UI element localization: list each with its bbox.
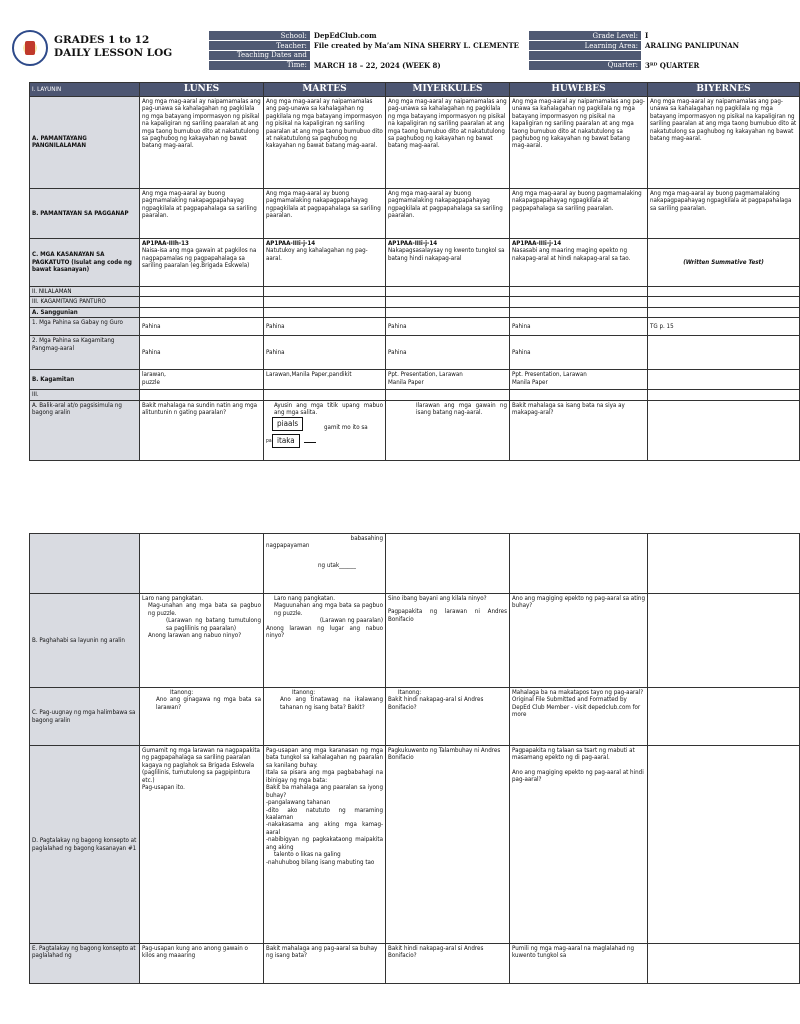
cell-a-miyerkules: Ang mga mag-aaral ay naipamamalas ang pag-unawa sa kahalagahan ng pagkilala ng mga batayang impormasyon ng pisikal na kapaligiran ng sariling paaralan at ang mga taong bumubuo dito at nakatutulong sa paghubog ng kakayahan ng bawat batang mag-aaral. [386, 96, 510, 188]
cell-b-miyerkules: Ang mga mag-aaral ay buong pagmamalaking nakapagpapahayag ngpagkilala at pagpapahalaga sa sariling paaralan. [386, 188, 510, 238]
code-miyerkules: AP1PAA-IIIi-j-14 [388, 239, 438, 247]
e-martes: Bakit mahalaga ang pag-aaral sa buhay ng isang bata? [264, 944, 386, 984]
scrambled-word-2: itaka [272, 434, 300, 448]
text-huwebes: Nasasabi ang maaring maging epekto ng nakapag-aral at hindi nakapag-aral sa tao. [512, 247, 631, 262]
p-line: Itanong: [292, 689, 316, 696]
d-martes [264, 746, 386, 944]
p-line: -nahuhubog bilang isang mabuting tao [266, 858, 375, 866]
deped-seal-icon [12, 30, 48, 66]
p-line: Ano ang magiging epekto ng pag-aaral sa ating buhay? [512, 595, 645, 610]
label-kagamitang-pangmag-aaral: 2. Mga Pahina sa Kagamitang Pangmag-aaral [30, 336, 140, 370]
p-line: Anong larawan ng lugar ang nabuo ninyo? [266, 624, 383, 640]
teacher-label: Teacher: [209, 41, 311, 51]
grade-label: Grade Level: [529, 31, 642, 41]
label-nilalaman: II. NILALAMAN [30, 286, 140, 296]
day-header-miyerkules: MIYERKULES [386, 83, 510, 97]
page-header [12, 30, 768, 72]
p-line: talento o likas na galing [274, 851, 341, 859]
day-header-biyernes: BIYERNES [648, 83, 800, 97]
clue-text-3: nagpapayaman [266, 542, 310, 550]
p-line: Pagpapakita ng larawan ni Andres Bonifacio [388, 608, 507, 623]
cell-c-huwebes [510, 238, 648, 286]
cell-b-huwebes: Ang mga mag-aaral ay buong pagmamalaking nakapagpapahayag ngpagkilala at pagpapahalaga sa sariling paaralan. [510, 188, 648, 238]
balik-martes-text: Ayusin ang mga titik upang mabuo ang mga salita. [274, 401, 383, 416]
p-line: Mag-unahan ang mga bata sa pagbuo ng puzzle. [148, 602, 261, 617]
cell-a-martes: Ang mga mag-aaral ay naipamamalas ang pag-unawa sa kahalagahan ng pagkilala ng mga batayang impormasyon ng pisikal na kapaligiran ng sariling paaralan at ang mga taong bumubuo dito at nakatutulong sa paghubog ng kakayahan ng bawat batang mag-aaral. [264, 96, 386, 188]
e-huwebes: Pumili ng mga mag-aaral na maglalahad ng kuwento tungkol sa [510, 944, 648, 984]
p-line: Itala sa pisara ang mga pagbabahagi na ibinigay ng mga bata: [266, 769, 383, 784]
p-line: -pangalawang tahanan [266, 799, 331, 807]
p-line: Gumamit ng mga larawan na nagpapakita ng pagpapahalaga sa sariling paaralan kagaya ng paglahok sa Brigada Eskwela (paglilinis, tumutulong sa pagpipintura etc.) [142, 747, 260, 784]
pahina-guro-huwebes: Pahina [510, 318, 648, 336]
p-line: Anong larawan ang nabuo ninyo? [148, 632, 242, 640]
header-meta-left [208, 30, 523, 71]
pagugnay-huwebes [510, 688, 648, 746]
label-gabay-ng-guro: 1. Mga Pahina sa Gabay ng Guro [30, 318, 140, 336]
balik-martes-cont [264, 534, 386, 594]
p-line: Itanong: [398, 689, 422, 696]
label-iii: III. [30, 390, 140, 400]
pahina-ma-martes: Pahina [264, 336, 386, 370]
school-label: School: [209, 31, 311, 41]
p-line: Original File Submitted and Formatted by DepEd Club Member - visit depedclub.com for more [512, 696, 641, 719]
lesson-log-table-1 [29, 82, 800, 461]
cell-c-biyernes: (Written Summative Test) [648, 238, 800, 286]
cell-a-lunes: Ang mga mag-aaral ay naipamamalas ang pag-unawa sa kahalagahan ng pagkilala ng mga batayang impormasyon ng pisikal na kapaligiran ng sariling paaralan at ang mga taong bumubuo dito at nakatutulong sa paghubog ng kakayahan ng bawat batang mag-aaral. [140, 96, 264, 188]
paghahabi-miyerkules [386, 594, 510, 688]
paghahabi-huwebes [510, 594, 648, 688]
label-pagtalakay-2: E. Pagtalakay ng bagong konsepto at paglalahad ng [30, 944, 140, 984]
area-label: Learning Area: [529, 41, 642, 51]
code-huwebes: AP1PAA-IIIi-j-14 [512, 239, 562, 247]
cell-b-lunes: Ang mga mag-aaral ay buong pagmamalaking nakapagpapahayag ngpagkilala at pagpapahalaga sa sariling paaralan. [140, 188, 264, 238]
code-lunes: AP1PAA-IIIh-13 [142, 239, 189, 247]
p-line: (Larawan ng batang tumutulong sa paglilinis ng paaralan) [166, 617, 261, 632]
cell-c-martes [264, 238, 386, 286]
p-line: Itanong: [170, 689, 194, 696]
label-kagamitang-panturo: III. KAGAMITANG PANTURO [30, 297, 140, 307]
cell-c-miyerkules [386, 238, 510, 286]
quarter-value: 3ᴿᴰ QUARTER [642, 60, 768, 70]
p-line: Laro nang pangkatan. [142, 595, 204, 602]
label-kasanayan: C. MGA KASANAYAN SA PAGKATUTO (Isulat ang code ng bawat kasanayan) [30, 238, 140, 286]
balik-lunes: Bakit mahalaga na sundin natin ang mga alituntunin n gating paaralan? [140, 400, 264, 460]
label-pamantayan-sa-pagganap: B. PAMANTAYAN SA PAGGANAP [30, 188, 140, 238]
day-header-martes: MARTES [264, 83, 386, 97]
label-balik-aral: A. Balik-aral at/o pagsisimula ng bagong aralin [30, 400, 140, 460]
code-martes: AP1PAA-IIIi-j-14 [266, 239, 316, 247]
dates-label-2: Time: [209, 60, 311, 70]
section-layunin: I. LAYUNIN [30, 83, 140, 97]
clue-text-4: ng utak______ [318, 561, 356, 569]
day-header-huwebes: HUWEBES [510, 83, 648, 97]
p-line: Pag-usapan ang mga karanasan ng mga bata tungkol sa kahalagahan ng paaralan sa kanilang buhay. [266, 747, 383, 769]
pahina-guro-miyerkules: Pahina [386, 318, 510, 336]
clue-pa: pa [266, 438, 272, 445]
pahina-ma-lunes: Pahina [140, 336, 264, 370]
balik-miyerkules: Ilarawan ang mga gawain ng isang batang nag-aaral. [386, 400, 510, 460]
kagamitan-huwebes: Ppt. Presentation, Larawan Manila Paper [510, 370, 648, 390]
kagamitan-martes: Larawan,Manila Paper,pandikit [264, 370, 386, 390]
teacher-value: File created by Ma’am NINA SHERRY L. CLEMENTE [310, 41, 522, 51]
p-line: -nabibigyan ng pagkakataong maipakita ang aking [266, 836, 383, 851]
label-kagamitan: B. Kagamitan [30, 370, 140, 390]
p-line: Bakit ba mahalaga ang paaralan sa iyong buhay? [266, 784, 383, 799]
kagamitan-lunes: larawan, puzzle [140, 370, 264, 390]
p-line: Maguunahan ang mga bata sa pagbuo ng puzzle. [274, 602, 383, 617]
text-miyerkules: Nakapagsasalaysay ng kwento tungkol sa batang hindi nakapag-aral [388, 247, 505, 262]
header-meta-right [528, 30, 768, 71]
pagugnay-martes [264, 688, 386, 746]
cell-c-lunes [140, 238, 264, 286]
pahina-ma-miyerkules: Pahina [386, 336, 510, 370]
p-line: -nakakasama ang aking mga kamag-aaral [266, 821, 383, 836]
p-line: -dito ako natututo ng maraming kaalaman [266, 806, 383, 821]
pahina-guro-martes: Pahina [264, 318, 386, 336]
label-pagtalakay-1: D. Pagtalakay ng bagong konsepto at paglalahad ng bagong kasanayan #1 [30, 746, 140, 944]
header-title-2: DAILY LESSON LOG [54, 47, 173, 59]
clue-text-2: babasahing [350, 535, 383, 542]
p-line: Pagpapakita ng talaan sa tsart ng mabuti at masamang epekto ng di pag-aaral. [512, 747, 635, 762]
p-line: Ano ang magiging epekto ng pag-aaral at hindi pag-aaral? [512, 768, 644, 784]
clue-text-1: gamit mo ito sa [324, 424, 368, 432]
paghahabi-lunes [140, 594, 264, 688]
text-martes: Natutukoy ang kahalagahan ng pag-aaral. [266, 247, 368, 262]
paghahabi-martes [264, 594, 386, 688]
pagugnay-miyerkules [386, 688, 510, 746]
p-line: Bakit hindi nakapag-aral si Andres Bonifacio? [388, 696, 484, 711]
label-paghahabi: B. Paghahabi sa layunin ng aralin [30, 594, 140, 688]
p-line: (Larawan ng paaralan) [319, 617, 383, 625]
p-line: Pagkukuwento ng Talambuhay ni Andres Bonifacio [388, 747, 501, 762]
d-miyerkules [386, 746, 510, 944]
pahina-guro-lunes: Pahina [140, 318, 264, 336]
pagugnay-lunes [140, 688, 264, 746]
cell-a-biyernes: Ang mga mag-aaral ay naipamamalas ang pag-unawa sa kahalagahan ng pagkilala ng mga batayang impormasyon ng pisikal na kapaligiran ng sariling paaralan at ang mga taong bumubuo dito at nakatutulong sa paghubog ng kakayahan ng bawat batang mag-aaral. [648, 96, 800, 188]
pahina-ma-huwebes: Pahina [510, 336, 648, 370]
d-huwebes [510, 746, 648, 944]
dates-value: MARCH 18 – 22, 2024 (WEEK 8) [310, 60, 522, 70]
p-line: Laro nang pangkatan. [274, 595, 336, 602]
e-miyerkules: Bakit hindi nakapag-aral si Andres Bonifacio? [386, 944, 510, 984]
label-pag-uugnay: C. Pag-uugnay ng mga halimbawa sa bagong aralin [30, 688, 140, 746]
balik-huwebes: Bakit mahalaga sa isang bata na siya ay makapag-aral? [510, 400, 648, 460]
p-line: Mahalaga ba na makatapos tayo ng pag-aaral? [512, 689, 644, 696]
grade-value: I [642, 31, 768, 41]
area-value: ARALING PANLIPUNAN [642, 41, 768, 51]
dates-label-1: Teaching Dates and [209, 51, 311, 61]
label-pamantayang-pangnilalaman: A. PAMANTAYANG PANGNILALAMAN [30, 96, 140, 188]
header-title-1: GRADES 1 to 12 [54, 34, 150, 46]
p-line: Sino ibang bayani ang kilala ninyo? [388, 595, 487, 602]
cell-b-martes: Ang mga mag-aaral ay buong pagmamalaking nakapagpapahayag ngpagkilala at pagpapahalaga sa sariling paaralan. [264, 188, 386, 238]
scrambled-word-1: piaals [272, 417, 303, 431]
cell-a-huwebes: Ang mga mag-aaral ay naipamamalas ang pag-unawa sa kahalagahan ng pagkilala ng mga batayang impormasyon ng pisikal na kapaligiran ng sariling paaralan at ang mga taong bumubuo dito at nakatutulong sa paghubog ng kakayahan ng bawat batang mag-aaral. [510, 96, 648, 188]
p-line: Ano ang tinatawag na ikalawang tahanan ng isang bata? Bakit? [280, 696, 383, 711]
cell-b-biyernes: Ang mga mag-aaral ay buong pagmamalaking nakapagpapahayag ngpagkilala at pagpapahalaga sa sariling paaralan. [648, 188, 800, 238]
tg-page: TG p. 15 [648, 318, 800, 336]
school-value: DepEdClub.com [310, 31, 522, 41]
day-header-lunes: LUNES [140, 83, 264, 97]
text-lunes: Naisa-isa ang mga gawain at pagkilos na nagpapamalas ng pagpapahalaga sa sariling paaralan (eg.Brigada Eskwela) [142, 247, 257, 270]
kagamitan-miyerkules: Ppt. Presentation, Larawan Manila Paper [386, 370, 510, 390]
label-sanggunian: A. Sanggunian [30, 307, 140, 317]
quarter-label: Quarter: [529, 60, 642, 70]
d-lunes [140, 746, 264, 944]
e-lunes: Pag-usapan kung ano anong gawain o kilos ang maaaring [140, 944, 264, 984]
p-line: Ano ang ginagawa ng mga bata sa larawan? [156, 696, 261, 711]
balik-martes [264, 400, 386, 460]
lesson-log-table-2 [29, 533, 800, 984]
p-line: Pag-usapan ito. [142, 784, 185, 792]
